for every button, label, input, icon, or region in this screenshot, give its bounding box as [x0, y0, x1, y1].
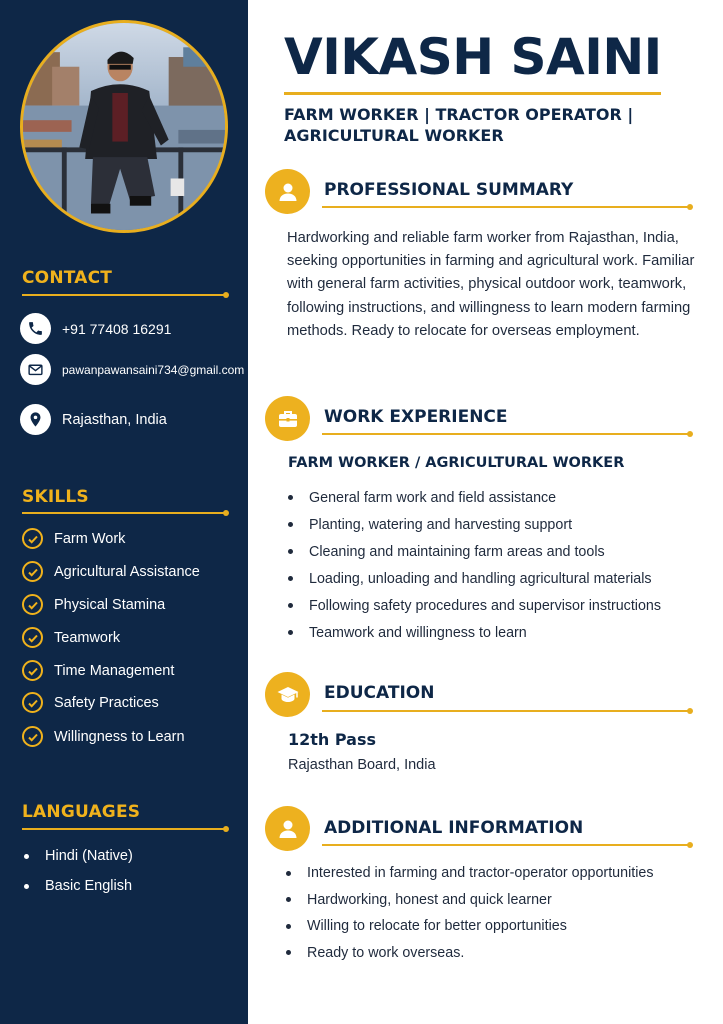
skill-item	[22, 594, 165, 615]
language-item	[24, 878, 132, 894]
skill-label: Safety Practices	[54, 694, 159, 711]
bullet-dot	[288, 549, 293, 554]
profile-photo	[20, 20, 228, 233]
language-label: Basic English	[45, 878, 133, 894]
location-text: Rajasthan, India	[62, 411, 167, 428]
list-item-text: Following safety procedures and supervisor instructions	[309, 597, 662, 614]
list-item	[288, 484, 661, 511]
check-icon	[22, 528, 43, 549]
check-icon	[22, 660, 43, 681]
bullet-dot	[288, 630, 293, 635]
skill-label: Agricultural Assistance	[54, 563, 200, 580]
skill-label: Physical Stamina	[54, 596, 166, 613]
skill-item	[22, 561, 200, 582]
language-item	[24, 848, 133, 864]
additional-divider	[322, 844, 690, 846]
check-icon	[22, 561, 43, 582]
list-item-text: General farm work and field assistance	[309, 489, 557, 506]
list-item-text: Hardworking, honest and quick learner	[307, 891, 552, 908]
skills-heading: SKILLS	[22, 487, 89, 507]
summary-heading: PROFESSIONAL SUMMARY	[324, 180, 574, 200]
phone-text: +91 77408 16291	[62, 320, 172, 337]
list-item	[286, 913, 654, 940]
bullet-dot	[286, 924, 291, 929]
bullet-dot	[24, 884, 29, 889]
list-item-text: Ready to work overseas.	[307, 944, 465, 961]
list-item	[288, 538, 661, 565]
list-item	[286, 887, 654, 914]
list-item	[286, 860, 654, 887]
check-icon	[22, 594, 43, 615]
bullet-dot	[288, 522, 293, 527]
skill-item	[22, 627, 120, 648]
email-text: pawanpawansaini734@gmail.com	[62, 362, 245, 377]
list-item-text: Teamwork and willingness to learn	[309, 624, 527, 641]
contact-email	[20, 354, 244, 385]
additional-heading: ADDITIONAL INFORMATION	[324, 818, 584, 838]
list-item-text: Planting, watering and harvesting support	[309, 516, 573, 533]
skill-item	[22, 528, 125, 549]
languages-heading: LANGUAGES	[22, 802, 141, 822]
candidate-role: FARM WORKER | TRACTOR OPERATOR | AGRICULTURAL WORKER	[284, 105, 634, 145]
check-icon	[22, 692, 43, 713]
list-item-text: Cleaning and maintaining farm areas and tools	[309, 543, 605, 560]
graduation-cap-icon	[265, 672, 310, 717]
envelope-icon	[20, 354, 51, 385]
education-board: Rajasthan Board, India	[288, 757, 436, 773]
skills-divider	[22, 512, 226, 514]
contact-location	[20, 404, 167, 435]
skill-label: Willingness to Learn	[54, 728, 185, 745]
person-icon	[265, 169, 310, 214]
phone-icon	[20, 313, 51, 344]
check-icon	[22, 726, 43, 747]
bullet-dot	[286, 950, 291, 955]
candidate-name: VIKASH SAINI	[284, 28, 662, 86]
skill-item	[22, 726, 185, 747]
language-label: Hindi (Native)	[45, 848, 133, 864]
list-item	[288, 511, 661, 538]
list-item	[288, 619, 661, 646]
bullet-dot	[286, 871, 291, 876]
education-degree: 12th Pass	[288, 730, 377, 749]
list-item	[288, 592, 661, 619]
experience-heading: WORK EXPERIENCE	[324, 407, 508, 427]
list-item-text: Interested in farming and tractor-operator opportunities	[307, 865, 654, 882]
skill-label: Teamwork	[54, 629, 121, 646]
location-pin-icon	[20, 404, 51, 435]
person-icon	[265, 806, 310, 851]
skill-item	[22, 692, 159, 713]
contact-phone	[20, 313, 171, 344]
skill-label: Time Management	[54, 662, 175, 679]
list-item	[286, 940, 654, 967]
education-divider	[322, 710, 690, 712]
summary-text: Hardworking and reliable farm worker from Rajasthan, India, seeking opportunities in farming and agricultural work. Familiar with general farm activities, physical outdoor work, teamwork, following instructions, and willingness to learn modern farming methods. Ready to relocate for overseas employment.	[287, 230, 695, 339]
summary-divider	[322, 206, 690, 208]
education-heading: EDUCATION	[324, 683, 435, 703]
additional-list	[286, 860, 654, 966]
list-item-text: Willing to relocate for better opportunities	[307, 918, 567, 935]
skill-item	[22, 660, 174, 681]
name-underline	[284, 92, 661, 95]
briefcase-icon	[265, 396, 310, 441]
bullet-dot	[288, 603, 293, 608]
list-item-text: Loading, unloading and handling agricultural materials	[309, 570, 652, 587]
experience-list	[288, 484, 661, 646]
languages-divider	[22, 828, 226, 830]
check-icon	[22, 627, 43, 648]
bullet-dot	[288, 576, 293, 581]
bullet-dot	[288, 495, 293, 500]
experience-divider	[322, 433, 690, 435]
contact-divider	[22, 294, 226, 296]
skill-label: Farm Work	[54, 530, 126, 547]
bullet-dot	[286, 897, 291, 902]
sidebar	[0, 0, 248, 1024]
contact-heading: CONTACT	[22, 268, 113, 288]
job-title: FARM WORKER / AGRICULTURAL WORKER	[288, 455, 625, 471]
bullet-dot	[24, 854, 29, 859]
list-item	[288, 565, 661, 592]
